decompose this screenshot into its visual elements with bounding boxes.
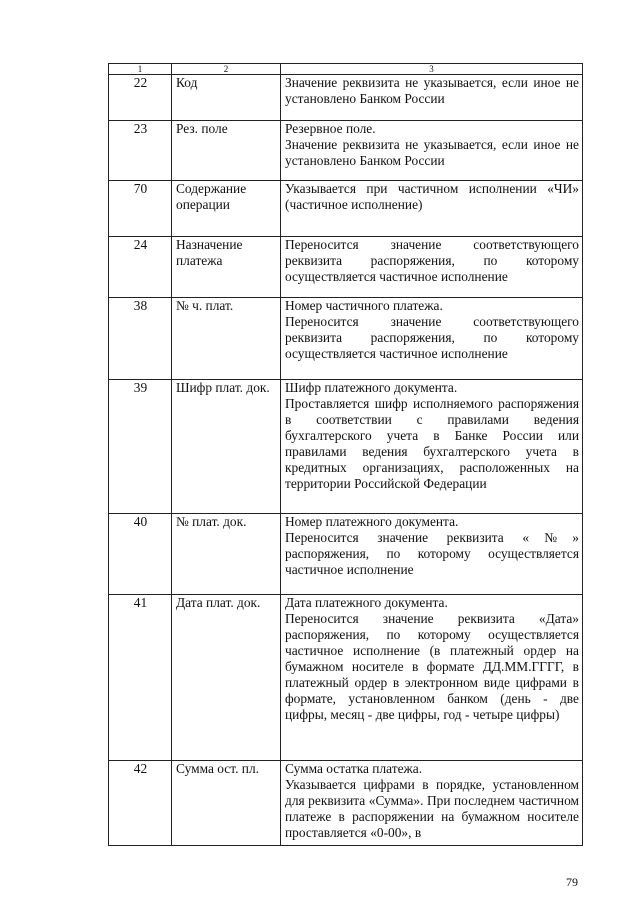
requisite-name: Содержание операции	[172, 181, 281, 237]
description-paragraph: Резервное поле.	[285, 121, 376, 136]
requisite-number: 38	[109, 298, 172, 380]
table-row	[109, 595, 583, 761]
requisite-number: 42	[109, 761, 172, 846]
requisite-name: № плат. док.	[172, 514, 281, 595]
description-paragraph: Переносится значение реквизита «Дата» распоряжения, по которому осуществляется частичное исполнение (в платежный ордер на бумажном носителе в формате ДД.ММ.ГГГГ, в платежный ордер в электронном виде цифрами в формате, установленном банком (день - две цифры, месяц - две цифры, год - четыре цифры)	[285, 611, 579, 722]
requisite-number: 40	[109, 514, 172, 595]
requisite-description	[281, 121, 583, 181]
table-row	[109, 75, 583, 121]
requisite-description	[281, 380, 583, 514]
requisite-name: Рез. поле	[172, 121, 281, 181]
requisite-description	[281, 237, 583, 298]
requisite-number: 41	[109, 595, 172, 761]
description-paragraph: Указывается при частичном исполнении «ЧИ» (частичное исполнение)	[285, 181, 579, 212]
table-row	[109, 761, 583, 846]
description-paragraph: Переносится значение соответствующего реквизита распоряжения, по которому осуществляется частичное исполнение	[285, 237, 579, 284]
requisite-name: Шифр плат. док.	[172, 380, 281, 514]
table-row	[109, 298, 583, 380]
requisite-number: 24	[109, 237, 172, 298]
description-paragraph: Номер платежного документа.	[285, 514, 459, 529]
requisite-description	[281, 75, 583, 121]
requisite-name: Сумма ост. пл.	[172, 761, 281, 846]
description-paragraph: Номер частичного платежа.	[285, 298, 443, 313]
description-paragraph: Проставляется шифр исполняемого распоряжения в соответствии с правилами ведения бухгалтерского учета в Банке России или правилами ведения бухгалтерского учета в кредитных организациях, расположенных на территории Российской Федерации	[285, 396, 579, 491]
description-paragraph: Переносится значение соответствующего реквизита распоряжения, по которому осуществляется частичное исполнение	[285, 314, 579, 361]
table-row	[109, 121, 583, 181]
description-paragraph: Значение реквизита не указывается, если иное не установлено Банком России	[285, 75, 579, 106]
description-paragraph: Дата платежного документа.	[285, 595, 448, 610]
requisite-description	[281, 181, 583, 237]
requisite-number: 39	[109, 380, 172, 514]
description-paragraph: Переносится значение реквизита «№» распоряжения, по которому осуществляется частичное исполнение	[285, 530, 579, 577]
description-paragraph: Указывается цифрами в порядке, установленном для реквизита «Сумма». При последнем частичном платеже в распоряжении на бумажном носителе проставляется «0-00», в	[285, 777, 579, 840]
table-row	[109, 514, 583, 595]
requisite-name: № ч. плат.	[172, 298, 281, 380]
table-body	[109, 75, 583, 846]
requisite-name: Дата плат. док.	[172, 595, 281, 761]
table-row	[109, 237, 583, 298]
requisite-name: Код	[172, 75, 281, 121]
page-number: 79	[566, 875, 578, 889]
description-paragraph: Сумма остатка платежа.	[285, 761, 423, 776]
requisite-name: Назначение платежа	[172, 237, 281, 298]
description-paragraph: Значение реквизита не указывается, если иное не установлено Банком России	[285, 137, 579, 168]
column-header-3: 3	[281, 64, 583, 75]
requisite-number: 23	[109, 121, 172, 181]
table-row	[109, 380, 583, 514]
requisite-number: 22	[109, 75, 172, 121]
requisite-description	[281, 514, 583, 595]
requisite-description	[281, 761, 583, 846]
table-row	[109, 181, 583, 237]
table-header-row	[109, 64, 583, 75]
requisites-table	[108, 63, 583, 846]
requisite-description	[281, 298, 583, 380]
requisite-number: 70	[109, 181, 172, 237]
column-header-2: 2	[172, 64, 281, 75]
requisite-description	[281, 595, 583, 761]
description-paragraph: Шифр платежного документа.	[285, 380, 458, 395]
column-header-1: 1	[109, 64, 172, 75]
